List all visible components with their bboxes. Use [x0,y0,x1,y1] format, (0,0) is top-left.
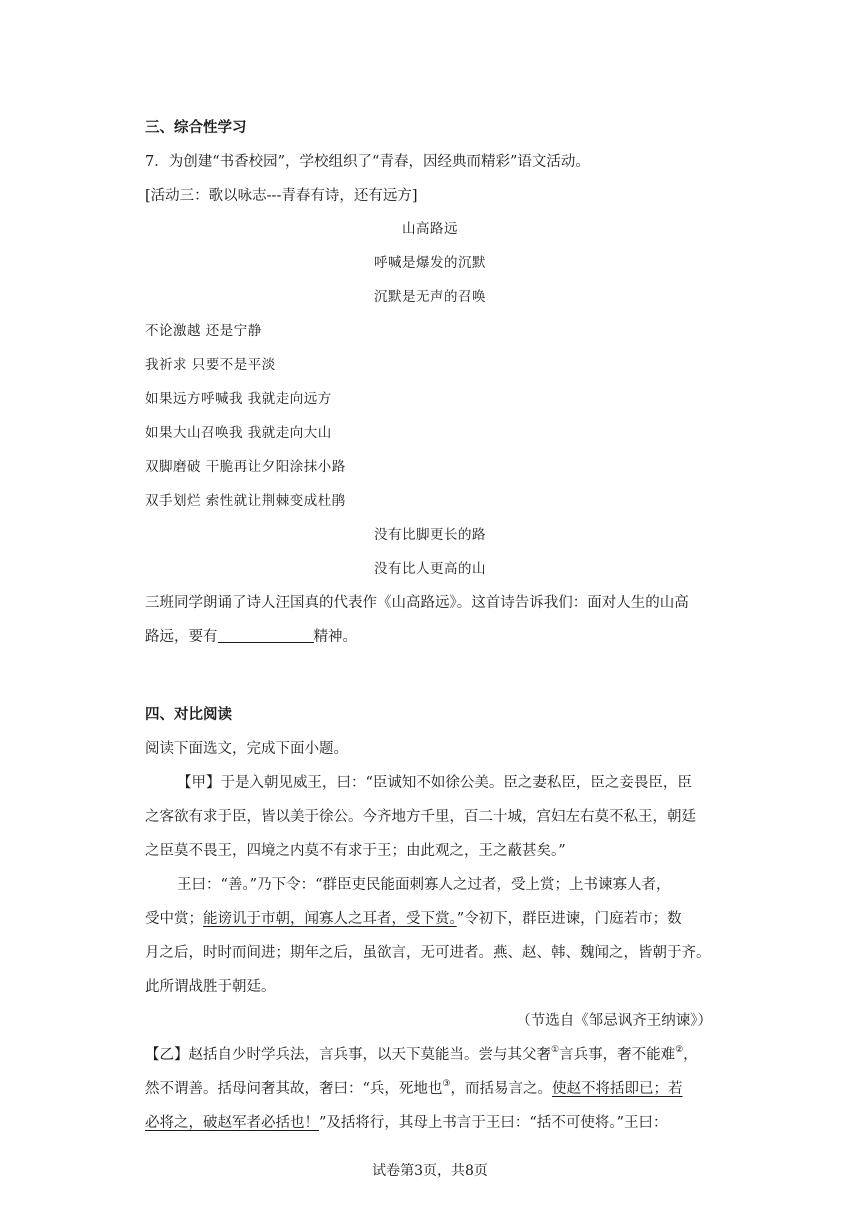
poem-line: 我祈求 只要不是平淡 [145,357,276,373]
underlined-sentence: 必将之，破赵军者必括也！ [145,1115,319,1131]
passage-text: 言兵事，奢不能难 [559,1047,676,1063]
footnote-marker: ③ [442,1079,451,1089]
passage-jia-line: 之客欲有求于臣，皆以美于徐公。今齐地方千里，百二十城，宫妇左右莫不私王，朝廷 [145,809,696,825]
prompt-text: 路远，要有 [145,629,218,645]
section-4-heading: 四、对比阅读 [145,707,232,723]
answer-blank[interactable] [218,627,314,643]
question-7: 7．为创建“书香校园”，学校组织了“青春，因经典而精彩”语文活动。 [145,154,590,170]
passage-text: ”及括将行，其母上书言于王曰：“括不可使将。”王曰： [319,1115,668,1131]
passage-yi-line [145,1113,668,1133]
poem-line: 没有比脚更长的路 [374,527,486,543]
poem-line: 不论激越 还是宁静 [145,323,262,339]
passage-text: ，而括易言之。 [450,1081,552,1097]
passage-source: （节选自《邹忌讽齐王纳谏》） [516,1013,712,1029]
prompt-text: 精神。 [313,629,357,645]
poem-title: 山高路远 [402,221,458,237]
passage-jia-line: 之臣莫不畏王，四境之内莫不有求于王；由此观之，王之蔽甚矣。” [145,843,566,859]
footnote-marker: ② [675,1045,684,1055]
poem-line: 双脚磨破 干脆再让夕阳涂抹小路 [145,459,346,475]
footnote-marker: ① [551,1045,560,1055]
passage-text: ， [683,1047,698,1063]
passage-text: 受中赏； [145,911,203,927]
page-footer: 试卷第3页，共8页 [372,1163,488,1179]
question-prompt-continued [145,627,357,647]
underlined-sentence: 使赵不将括即已；若 [552,1081,683,1097]
poem-line: 呼喊是爆发的沉默 [374,255,486,271]
reading-instruction: 阅读下面选文，完成下面小题。 [145,741,348,757]
passage-jia-line: 【甲】于是入朝见威王，曰：“臣诚知不如徐公美。臣之妻私臣，臣之妾畏臣，臣 [177,775,692,791]
underlined-sentence: 能谤讥于市朝，闻寡人之耳者，受下赏。 [203,911,457,927]
poem-line: 没有比人更高的山 [374,561,486,577]
poem-line: 双手划烂 索性就让荆棘变成杜鹃 [145,493,346,509]
activity-title: [活动三：歌以咏志---青春有诗，还有远方] [145,188,418,204]
passage-jia-line [145,909,682,929]
passage-text: ”令初下，群臣进谏，门庭若市；数 [456,911,682,927]
section-3-heading: 三、综合性学习 [145,120,247,136]
passage-text: 【乙】赵括自少时学兵法，言兵事，以天下莫能当。尝与其父奢 [145,1047,551,1063]
passage-jia-line: 月之后，时时而间进；期年之后，虽欲言，无可进者。燕、赵、韩、魏闻之，皆朝于齐。 [145,945,711,961]
passage-jia-line: 此所谓战胜于朝廷。 [145,979,276,995]
question-prompt: 三班同学朗诵了诗人汪国真的代表作《山高路远》。这首诗告诉我们：面对人生的山高 [145,595,689,611]
passage-yi-line [145,1079,683,1099]
passage-jia-line: 王曰：“善。”乃下令：“群臣吏民能面刺寡人之过者，受上赏；上书谏寡人者， [177,877,671,893]
passage-text: 然不谓善。括母问奢其故，奢曰：“兵，死地也 [145,1081,443,1097]
poem-line: 如果大山召唤我 我就走向大山 [145,425,332,441]
poem-line: 如果远方呼喊我 我就走向远方 [145,391,332,407]
poem-line: 沉默是无声的召唤 [374,289,486,305]
passage-yi-line [145,1045,698,1065]
